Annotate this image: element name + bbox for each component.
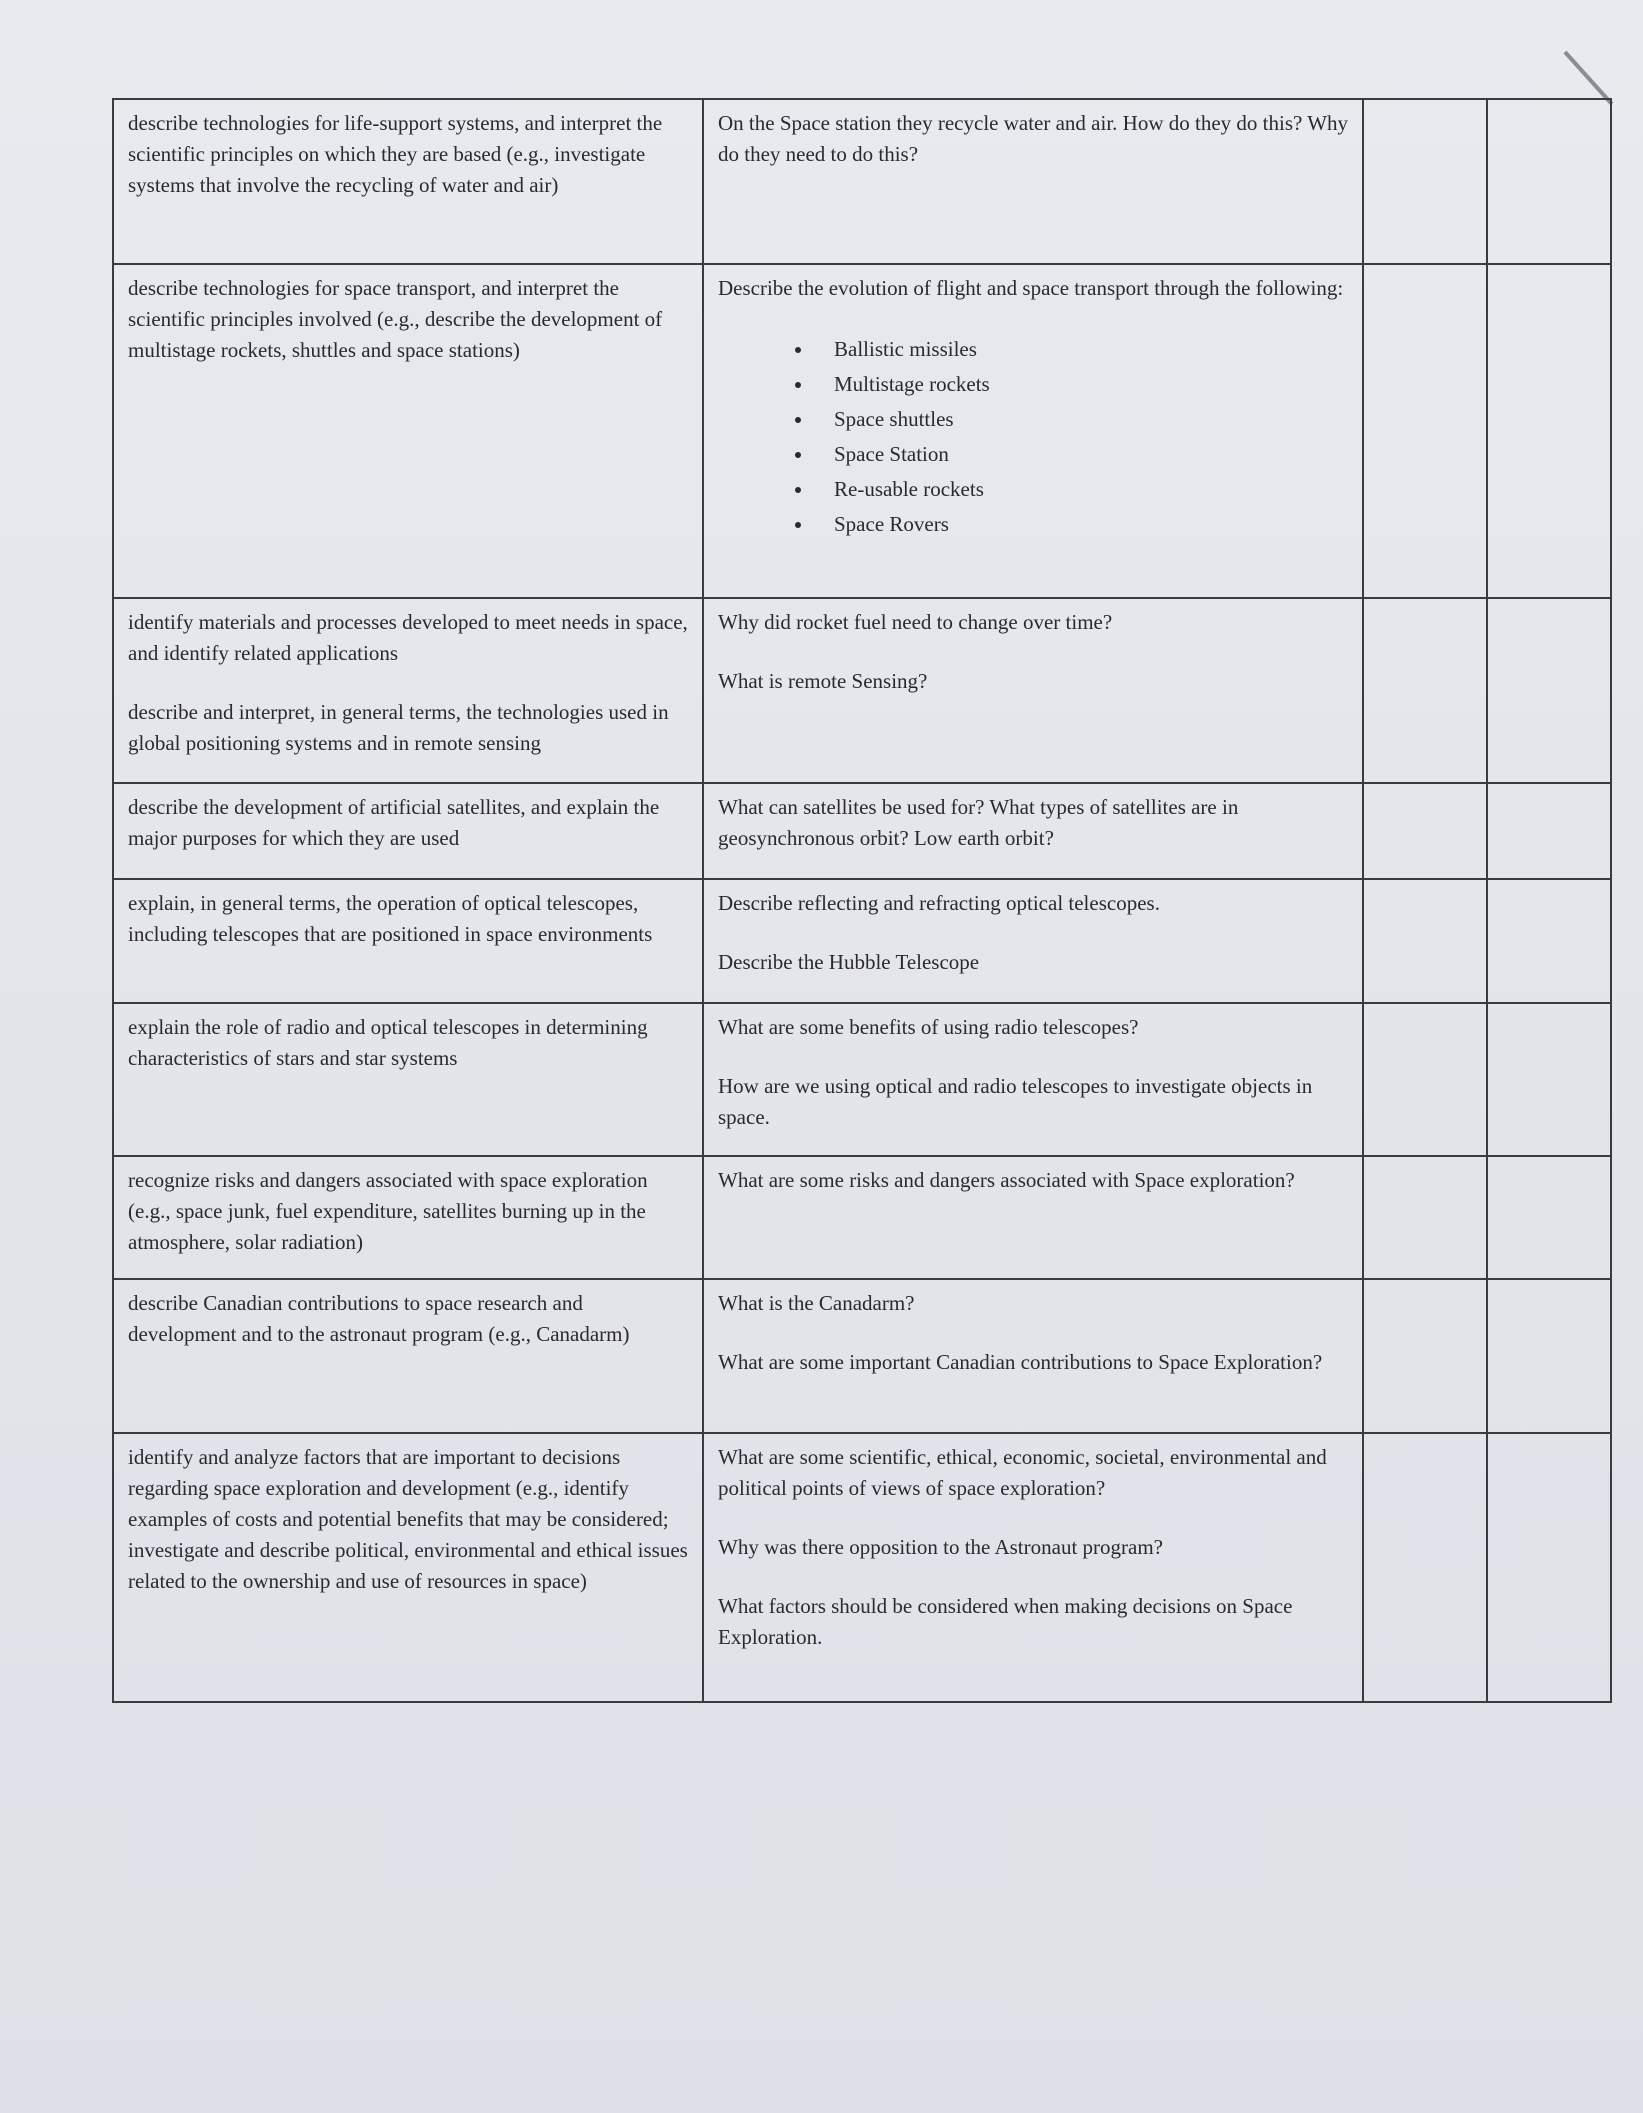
blank-check-cell[interactable]	[1363, 99, 1487, 264]
expectation-cell	[113, 879, 703, 1003]
table-row	[113, 99, 1611, 264]
question-cell	[703, 879, 1363, 1003]
question-text: Why was there opposition to the Astronaut program?	[718, 1535, 1163, 1559]
expectation-cell	[113, 1433, 703, 1702]
blank-check-cell[interactable]	[1487, 598, 1611, 783]
question-cell	[703, 1279, 1363, 1433]
blank-check-cell[interactable]	[1363, 1279, 1487, 1433]
blank-check-cell[interactable]	[1363, 264, 1487, 598]
question-text: Why did rocket fuel need to change over time?	[718, 610, 1113, 634]
blank-check-cell[interactable]	[1487, 1279, 1611, 1433]
blank-check-cell[interactable]	[1487, 783, 1611, 879]
bullet-item: • Ballistic missiles	[814, 332, 1348, 367]
table-row	[113, 1156, 1611, 1279]
bullet-list	[718, 332, 1348, 542]
expectation-text: describe technologies for space transport, and interpret the scientific principles involved (e.g., describe the development of multistage rockets, shuttles and space stations)	[128, 276, 663, 362]
table-row	[113, 1279, 1611, 1433]
blank-check-cell[interactable]	[1363, 1156, 1487, 1279]
expectation-text: describe Canadian contributions to space research and development and to the astronaut program (e.g., Canadarm)	[128, 1291, 630, 1346]
question-cell	[703, 99, 1363, 264]
blank-check-cell[interactable]	[1487, 99, 1611, 264]
blank-check-cell[interactable]	[1363, 598, 1487, 783]
table-row	[113, 264, 1611, 598]
table-row	[113, 783, 1611, 879]
question-text: What can satellites be used for? What types of satellites are in geosynchronous orbit? Low earth orbit?	[718, 795, 1239, 850]
expectation-text: describe and interpret, in general terms, the technologies used in global positioning systems and in remote sensing	[128, 700, 669, 755]
question-text: What factors should be considered when making decisions on Space Exploration.	[718, 1594, 1293, 1649]
curriculum-table	[112, 98, 1612, 1703]
question-text: What are some important Canadian contributions to Space Exploration?	[718, 1350, 1323, 1374]
blank-check-cell[interactable]	[1363, 879, 1487, 1003]
blank-check-cell[interactable]	[1487, 879, 1611, 1003]
expectation-text: explain, in general terms, the operation of optical telescopes, including telescopes that are positioned in space environments	[128, 891, 653, 946]
expectation-text: identify and analyze factors that are important to decisions regarding space exploration and development (e.g., identify examples of costs and potential benefits that may be considered; investigate and describe political, environmental and ethical issues related to the ownership and use of resources in space)	[128, 1445, 688, 1593]
expectation-cell	[113, 99, 703, 264]
question-text: What are some scientific, ethical, economic, societal, environmental and political points of views of space exploration?	[718, 1445, 1327, 1500]
blank-check-cell[interactable]	[1363, 1003, 1487, 1156]
question-text: What is remote Sensing?	[718, 669, 928, 693]
question-text: What is the Canadarm?	[718, 1291, 915, 1315]
expectation-cell	[113, 1279, 703, 1433]
expectation-cell	[113, 264, 703, 598]
question-cell	[703, 1433, 1363, 1702]
blank-check-cell[interactable]	[1487, 1156, 1611, 1279]
expectation-cell	[113, 1156, 703, 1279]
question-cell	[703, 1156, 1363, 1279]
table-row	[113, 879, 1611, 1003]
expectation-cell	[113, 598, 703, 783]
question-cell	[703, 783, 1363, 879]
table-row	[113, 1433, 1611, 1702]
bullet-item: • Space shuttles	[814, 402, 1348, 437]
question-cell	[703, 264, 1363, 598]
table-row	[113, 598, 1611, 783]
blank-check-cell[interactable]	[1363, 783, 1487, 879]
expectation-text: describe technologies for life-support systems, and interpret the scientific principles on which they are based (e.g., investigate systems that involve the recycling of water and air)	[128, 111, 663, 197]
question-text: How are we using optical and radio telescopes to investigate objects in space.	[718, 1074, 1313, 1129]
blank-check-cell[interactable]	[1487, 1433, 1611, 1702]
expectation-cell	[113, 783, 703, 879]
question-text: Describe reflecting and refracting optical telescopes.	[718, 891, 1160, 915]
question-text: Describe the evolution of flight and space transport through the following:	[718, 276, 1344, 300]
question-text: On the Space station they recycle water and air. How do they do this? Why do they need to do this?	[718, 111, 1349, 166]
expectation-cell	[113, 1003, 703, 1156]
expectation-text: describe the development of artificial satellites, and explain the major purposes for which they are used	[128, 795, 660, 850]
bullet-item: • Re-usable rockets	[814, 472, 1348, 507]
blank-check-cell[interactable]	[1363, 1433, 1487, 1702]
bullet-item: • Space Rovers	[814, 507, 1348, 542]
blank-check-cell[interactable]	[1487, 1003, 1611, 1156]
bullet-item: • Space Station	[814, 437, 1348, 472]
expectation-text: recognize risks and dangers associated with space exploration (e.g., space junk, fuel expenditure, satellites burning up in the atmosphere, solar radiation)	[128, 1168, 648, 1254]
question-cell	[703, 598, 1363, 783]
expectation-text: identify materials and processes developed to meet needs in space, and identify related applications	[128, 610, 688, 665]
question-cell	[703, 1003, 1363, 1156]
question-text: Describe the Hubble Telescope	[718, 950, 980, 974]
question-text: What are some benefits of using radio telescopes?	[718, 1015, 1139, 1039]
expectation-text: explain the role of radio and optical telescopes in determining characteristics of stars and star systems	[128, 1015, 648, 1070]
bullet-item: • Multistage rockets	[814, 367, 1348, 402]
question-text: What are some risks and dangers associated with Space exploration?	[718, 1168, 1295, 1192]
table-row	[113, 1003, 1611, 1156]
blank-check-cell[interactable]	[1487, 264, 1611, 598]
